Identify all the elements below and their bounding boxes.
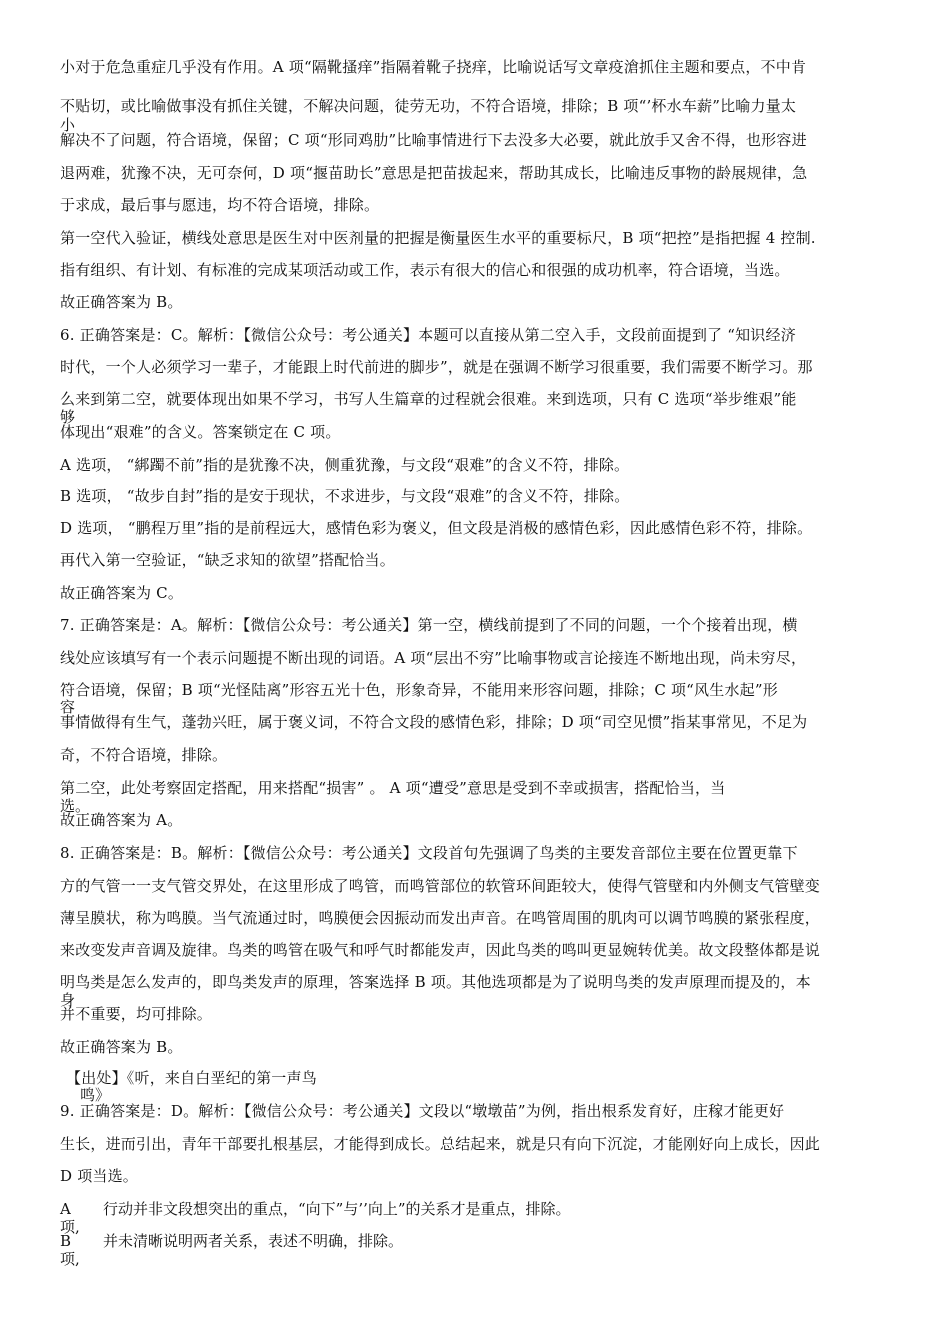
text-line: 8. 正确答案是：B。解析：【微信公众号：考公通关】文段首句先强调了鸟类的主要发音部位主要在位置更靠下 xyxy=(60,844,798,862)
text-line: D 项当选。 xyxy=(60,1167,138,1185)
text-line: 符合语境，保留；B 项“光怪陆离”形容五光十色，形象奇异，不能用来形容问题，排除；C 项“风生水起”形 xyxy=(60,681,778,699)
text-line: 明鸟类是怎么发声的，即鸟类发声的原理，答案选择 B 项。其他选项都是为了说明鸟类的发声原理而提及的，本 xyxy=(60,973,811,991)
text-line: 第一空代入验证，横线处意思是医生对中医剂量的把握是衡量医生水平的重要标尺，B 项“把控”是指把握 4 控制. xyxy=(60,229,816,247)
text-line: 线处应该填写有一个表示问题提不断出现的词语。A 项“层出不穷”比喻事物或言论接连不断地出现，尚未穷尽， xyxy=(60,649,807,667)
text-line: 小对于危急重症几乎没有作用。A 项“隔靴搔痒”指隔着靴子挠痒，比喻说话写文章疫滄抓住主题和要点，不中肯 xyxy=(60,58,807,76)
text-line: 生长，进而引出，青年干部要扎根基层，才能得到成长。总结起来，就是只有向下沉淀，才能刚好向上成长，因此 xyxy=(60,1135,821,1153)
text-line: 故正确答案为 B。 xyxy=(60,1038,183,1056)
option-letter-a: A xyxy=(60,1200,71,1218)
source-citation: 【出处】《听，来自白垩纪的第一声鸟 xyxy=(66,1069,317,1087)
text-fragment: 容 xyxy=(60,698,76,716)
text-line: 9. 正确答案是：D。解析：【微信公众号：考公通关】文段以“墩墩苗”为例，指出根系发育好，庄稼才能更好 xyxy=(60,1102,785,1120)
text-line: 退两难，犹豫不决，无可奈何，D 项“揠苗助长”意思是把苗拔起来，帮助其成长，比喻违反事物的龄展规律，急 xyxy=(60,164,808,182)
text-line: 体现出“艰难”的含义。答案锁定在 C 项。 xyxy=(60,423,341,441)
option-letter-b: B xyxy=(60,1232,72,1250)
text-line: 不贴切，或比喻做事没有抓住关键，不解决问题，徒劳无功，不符合语境，排除；B 项“’杯水车薪”比喻力量太 xyxy=(60,97,797,115)
text-line: 6. 正确答案是：C。解析：【微信公众号：考公通关】本题可以直接从第二空入手，文段前面提到了 “知识经济 xyxy=(60,326,796,344)
text-line: 薄呈膜状，称为鸣膜。当气流通过时，鸣膜便会因振动而发出声音。在鸣管周围的肌肉可以调节鸣膜的紧张程度， xyxy=(60,909,821,927)
text-line: B 选项， “故步自封”指的是安于现状，不求进步，与文段“艰难”的含义不符，排除。 xyxy=(60,487,630,505)
text-line: 来改变发声音调及旋律。鸟类的鸣管在吸气和呼气时都能发声，因此鸟类的鸣叫更显婉转优美。故文段整体都是说 xyxy=(60,941,821,959)
text-line: 第二空，此处考察固定搭配，用来搭配“损害” 。 A 项“遭受”意思是受到不幸或损害，搭配恰当，当 xyxy=(60,779,726,797)
text-line: 再代入第一空验证，“缺乏求知的欲望”搭配恰当。 xyxy=(60,551,395,569)
text-line: 奇，不符合语境，排除。 xyxy=(60,746,228,764)
text-line: 么来到第二空，就要体现出如果不学习，书写人生篇章的过程就会很难。来到选项，只有 C 选项“举步维艰”能 xyxy=(60,390,797,408)
text-line: A 选项， “綁躅不前”指的是犹豫不决，侧重犹豫，与文段“艰难”的含义不符，排除。 xyxy=(60,456,630,474)
text-line: 事情做得有生气，蓬勃兴旺，属于褒义词，不符合文段的感情色彩，排除；D 项“司空见惯”指某事常见，不足为 xyxy=(60,713,808,731)
source-citation-continued: 鸣》 xyxy=(80,1086,111,1104)
option-unit-a: 项, xyxy=(60,1218,80,1236)
text-line: 时代，一个人必须学习一辈子，才能跟上时代前进的脚步”，就是在强调不断学习很重要，我们需要不断学习。那 xyxy=(60,358,813,376)
text-line: 并不重要，均可排除。 xyxy=(60,1005,213,1023)
text-line: 7. 正确答案是：A。解析：【微信公众号：考公通关】第一空，横线前提到了不同的问题，一个个接着出现，横 xyxy=(60,616,798,634)
text-line: 方的气管一一支气管交界处，在这里形成了鸣管，而鸣管部位的软管环间距较大，使得气管壁和内外侧支气管壁变 xyxy=(60,877,821,895)
option-text-a: 行动并非文段想突出的重点，“向下”与’’向上”的关系才是重点，排除。 xyxy=(103,1200,571,1218)
text-fragment: 选。 xyxy=(60,797,91,815)
text-line: 故正确答案为 B。 xyxy=(60,293,183,311)
text-line: D 选项， “鹏程万里”指的是前程远大，感情色彩为褒义，但文段是消极的感情色彩，因此感情色彩不符，排除。 xyxy=(60,519,813,537)
text-fragment: 身 xyxy=(60,991,76,1009)
text-line: 解决不了问题，符合语境，保留；C 项“形同鸡肋”比喻事情进行下去没多大必要，就此放手又舍不得，也形容进 xyxy=(60,131,807,149)
option-text-b: 并未清晰说明两者关系，表述不明确，排除。 xyxy=(103,1232,404,1250)
text-line: 故正确答案为 C。 xyxy=(60,584,184,602)
text-fragment: 够 xyxy=(60,408,76,426)
text-line: 故正确答案为 A。 xyxy=(60,811,183,829)
option-unit-b: 项, xyxy=(60,1250,80,1268)
text-line: 于求成，最后事与愿违，均不符合语境，排除。 xyxy=(60,196,380,214)
text-fragment: 小 xyxy=(60,116,76,134)
text-line: 指有组织、有计划、有标准的完成某项活动或工作，表示有很大的信心和很强的成功机率，符合语境，当选。 xyxy=(60,261,790,279)
